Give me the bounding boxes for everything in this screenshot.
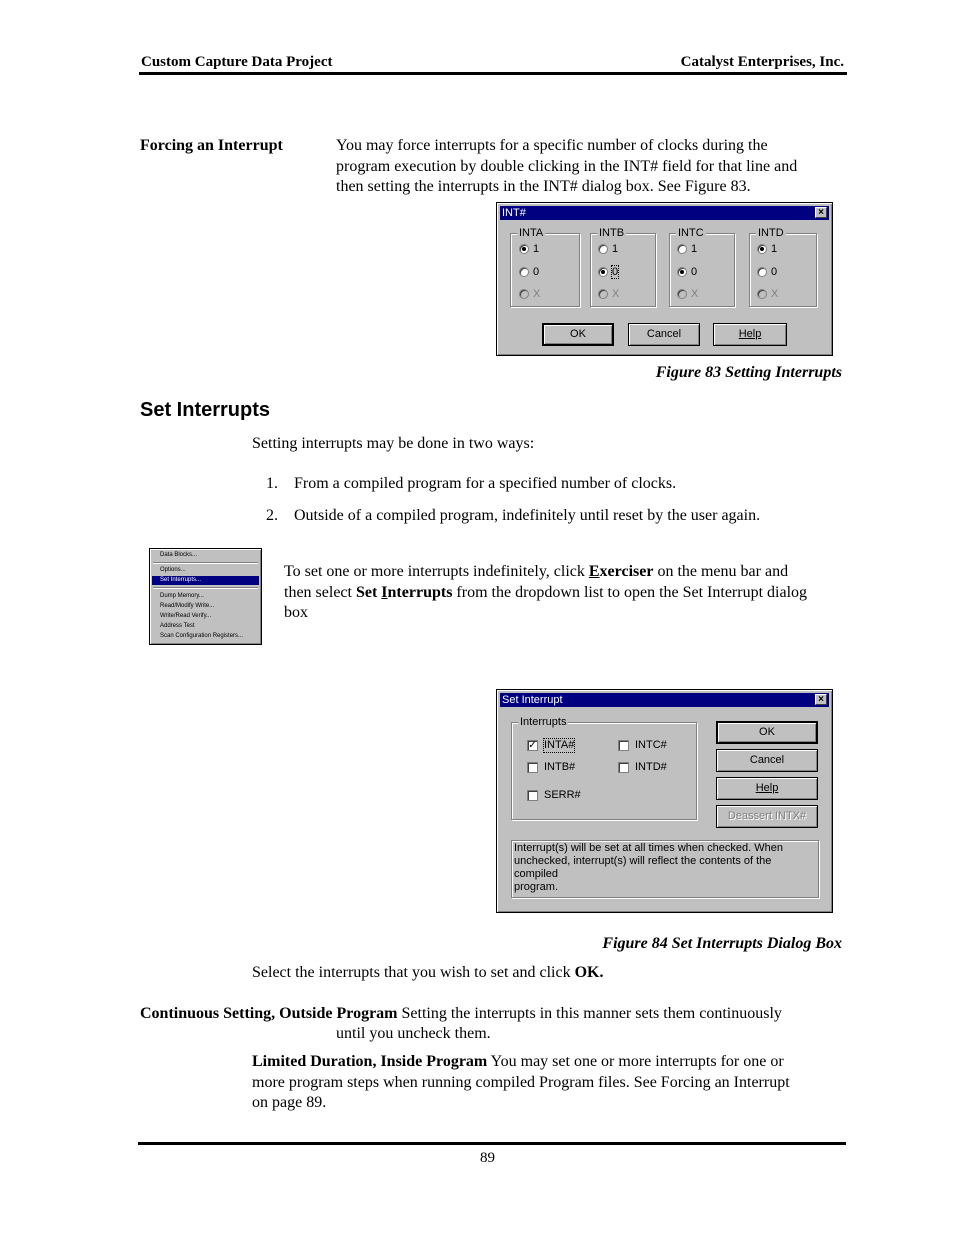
header-left: Custom Capture Data Project — [141, 54, 333, 70]
footer-rule — [138, 1142, 846, 1145]
forcing-paragraph — [336, 136, 846, 198]
group-label: INTA — [519, 227, 544, 239]
figure84-caption: Figure 84 Set Interrupts Dialog Box — [602, 935, 842, 952]
group-intb — [590, 227, 656, 307]
info-line: program. — [514, 881, 559, 893]
checkbox-label: INTB# — [544, 761, 576, 773]
menu-item-dump-memory[interactable]: Dump Memory... — [160, 593, 204, 599]
header-rule — [139, 72, 847, 75]
continuous-heading: Continuous Setting, Outside Program — [140, 1005, 398, 1022]
checkbox-intc[interactable] — [618, 740, 629, 751]
radio-label: X — [612, 288, 620, 300]
limited-heading: Limited Duration, Inside Program — [252, 1053, 488, 1070]
radio-label: 0 — [691, 266, 698, 278]
ok-button[interactable]: OK — [542, 323, 614, 346]
list-item: Outside of a compiled program, indefinitely until reset by the user again. — [294, 507, 761, 524]
radio-intc-1[interactable] — [677, 244, 687, 254]
forcing-line: program execution by double clicking in the INT# field for that line and — [336, 157, 798, 175]
set-dialog-title: Set Interrupt — [502, 694, 563, 706]
group-label: INTD — [758, 227, 784, 239]
forcing-line: then setting the interrupts in the INT# dialog box. See Figure 83. — [336, 178, 751, 195]
cancel-button[interactable]: Cancel — [628, 323, 700, 346]
radio-label: 0 — [771, 266, 778, 278]
menu-item-options[interactable]: Options... — [160, 567, 186, 573]
group-inta — [510, 227, 580, 307]
int-dialog — [496, 202, 833, 356]
group-label: INTB — [599, 227, 625, 239]
close-icon[interactable]: × — [815, 207, 827, 218]
radio-label: X — [771, 288, 779, 300]
radio-inta-x[interactable] — [519, 289, 529, 299]
list-number: 2. — [266, 507, 278, 524]
int-dialog-titlebar — [500, 206, 829, 220]
paragraph-line: To set one or more interrupts indefinitely, click Exerciser on the menu bar and — [284, 563, 789, 580]
group-label: INTC — [678, 227, 704, 239]
radio-label: 1 — [533, 243, 540, 255]
menu-item-read-modify-write[interactable]: Read/Modify Write... — [160, 603, 215, 609]
cancel-button[interactable]: Cancel — [716, 749, 818, 772]
group-intd — [749, 227, 817, 307]
checkbox-label: SERR# — [544, 789, 581, 801]
checkbox-label: INTD# — [635, 761, 667, 773]
interrupts-group — [511, 716, 697, 820]
intro-text: Setting interrupts may be done in two ways: — [252, 435, 535, 452]
radio-intc-x[interactable] — [677, 289, 687, 299]
info-line: unchecked, interrupt(s) will reflect the contents of the compiled — [514, 855, 772, 880]
list-item: From a compiled program for a specified number of clocks. — [294, 475, 677, 492]
forcing-line: You may force interrupts for a specific number of clocks during the — [336, 137, 768, 154]
radio-inta-1[interactable] — [519, 244, 529, 254]
checkbox-serr[interactable] — [527, 790, 538, 801]
menu-item-set-interrupts[interactable]: Set Interrupts... — [152, 576, 259, 585]
deassert-intx-button[interactable]: Deassert INTX# — [716, 805, 818, 828]
continuous-line2: until you uncheck them. — [336, 1025, 491, 1042]
section-heading: Set Interrupts — [140, 399, 271, 421]
radio-inta-0[interactable] — [519, 267, 529, 277]
paragraph-line: then select Set Interrupts from the dropdown list to open the Set Interrupt dialog — [284, 583, 808, 601]
info-box — [511, 840, 819, 898]
ok-button[interactable]: OK — [716, 721, 818, 744]
exerciser-menu — [149, 548, 262, 645]
menu-item-write-read-verify[interactable]: Write/Read Verify... — [160, 613, 212, 619]
radio-intb-1[interactable] — [598, 244, 608, 254]
radio-label: 1 — [612, 243, 619, 255]
paragraph-line: more program steps when running compiled Program files. See Forcing an Interrupt — [252, 1073, 790, 1091]
menu-separator — [153, 562, 258, 564]
menu-item-address-test[interactable]: Address Test — [160, 623, 195, 629]
figure83-caption: Figure 83 Setting Interrupts — [655, 364, 842, 381]
help-button[interactable]: Help — [716, 777, 818, 800]
paragraph-line: Limited Duration, Inside Program You may set one or more interrupts for one or — [252, 1053, 784, 1070]
set-dialog-titlebar — [500, 693, 829, 707]
radio-label: 0 — [612, 266, 619, 278]
forcing-heading: Forcing an Interrupt — [140, 137, 283, 154]
radio-intd-x[interactable] — [757, 289, 767, 299]
radio-label: 1 — [691, 243, 698, 255]
radio-intb-x[interactable] — [598, 289, 608, 299]
checkbox-inta[interactable]: ✓ — [528, 740, 537, 751]
help-button[interactable]: Help — [713, 323, 787, 346]
paragraph-line: on page 89. — [252, 1094, 327, 1111]
header-right: Catalyst Enterprises, Inc. — [680, 54, 844, 70]
radio-label: X — [533, 288, 541, 300]
radio-label: 0 — [533, 266, 540, 278]
menu-separator — [153, 587, 258, 589]
list-number: 1. — [266, 475, 278, 492]
radio-intd-1[interactable] — [757, 244, 767, 254]
checkbox-label: INTC# — [635, 739, 667, 751]
radio-intb-0[interactable] — [598, 267, 608, 277]
limited-paragraph — [252, 1052, 852, 1114]
paragraph-line: box — [284, 604, 308, 621]
info-line: Interrupt(s) will be set at all times when checked. When — [514, 842, 784, 854]
group-label: Interrupts — [520, 716, 567, 728]
radio-intd-0[interactable] — [757, 267, 767, 277]
menu-item-scan-config[interactable]: Scan Configuration Registers... — [160, 633, 244, 639]
group-intc — [669, 227, 735, 307]
checkbox-intd[interactable] — [618, 762, 629, 773]
continuous-paragraph: Continuous Setting, Outside Program Setting the interrupts in this manner sets them continuously — [140, 1005, 782, 1022]
checkbox-intb[interactable] — [527, 762, 538, 773]
radio-label: 1 — [771, 243, 778, 255]
select-instruction: Select the interrupts that you wish to set and click OK. — [252, 964, 604, 981]
checkbox-label: INTA# — [544, 739, 575, 751]
menu-item-data-blocks[interactable]: Data Blocks... — [160, 552, 198, 558]
radio-label: X — [691, 288, 699, 300]
page-number: 89 — [480, 1150, 495, 1166]
close-icon[interactable]: × — [815, 694, 827, 705]
radio-intc-0[interactable] — [677, 267, 687, 277]
int-dialog-title: INT# — [502, 207, 526, 219]
set-interrupt-dialog — [496, 689, 833, 913]
exerciser-paragraph — [284, 562, 844, 624]
